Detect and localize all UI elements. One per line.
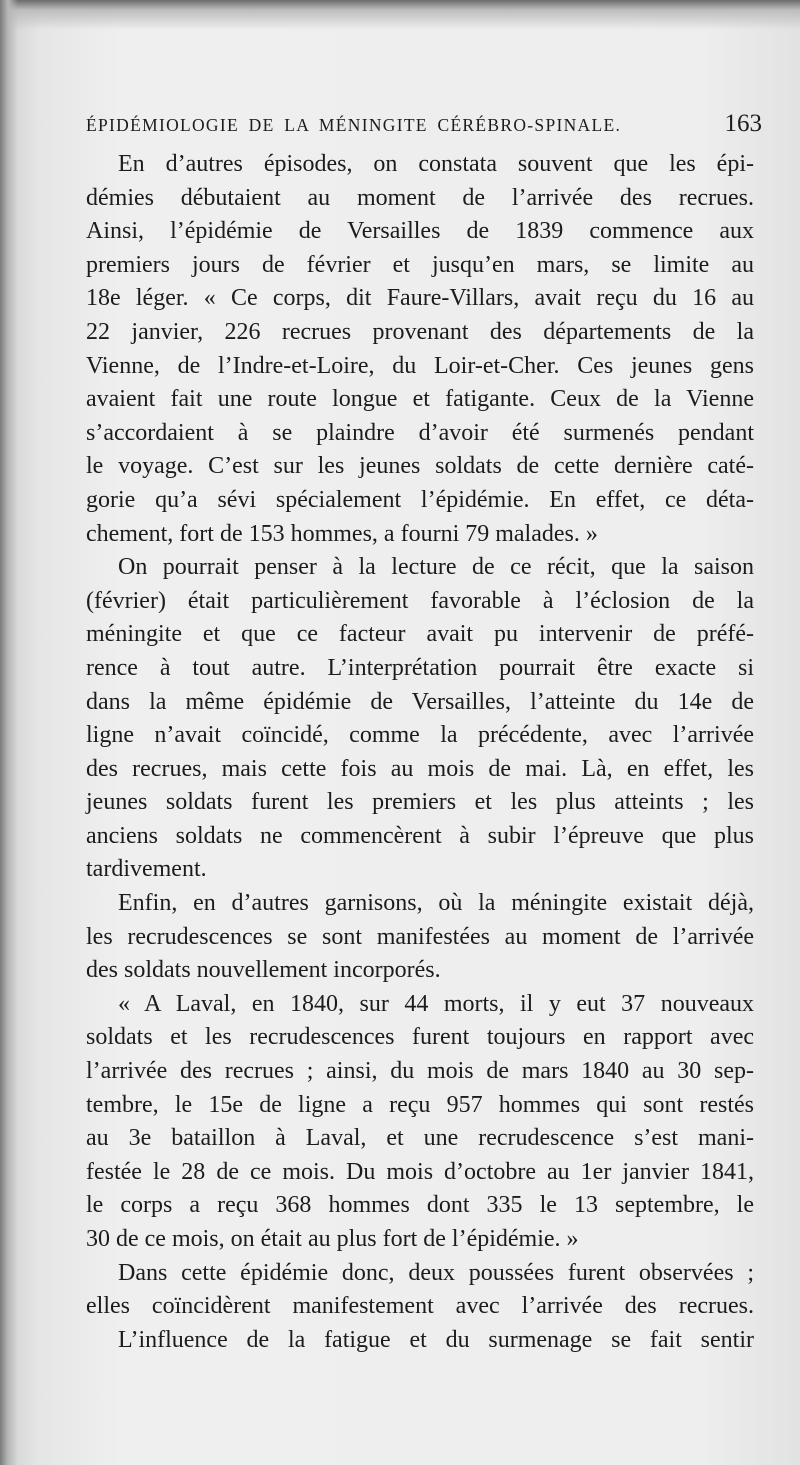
text-line: 18e léger. « Ce corps, dit Faure-Villars, avait reçu du 16 au bbox=[86, 285, 754, 312]
text-line: méningite et que ce facteur avait pu intervenir de préfé- bbox=[86, 621, 754, 648]
text-line: s’accordaient à se plaindre d’avoir été surmenés pendant bbox=[86, 419, 754, 446]
text-line: Enfin, en d’autres garnisons, où la méningite existait déjà, bbox=[118, 890, 754, 917]
text-line: anciens soldats ne commencèrent à subir l’épreuve que plus bbox=[86, 822, 754, 849]
text-line: rence à tout autre. L’interprétation pourrait être exacte si bbox=[86, 654, 754, 681]
text-line: festée le 28 de ce mois. Du mois d’octobre au 1er janvier 1841, bbox=[86, 1158, 754, 1185]
text-line: 22 janvier, 226 recrues provenant des départements de la bbox=[86, 318, 754, 345]
text-line: « A Laval, en 1840, sur 44 morts, il y eut 37 nouveaux bbox=[118, 990, 754, 1017]
text-line: Dans cette épidémie donc, deux poussées furent observées ; bbox=[118, 1259, 754, 1286]
text-line: gorie qu’a sévi spécialement l’épidémie. En effet, ce déta- bbox=[86, 486, 754, 513]
text-line: L’influence de la fatigue et du surmenage se fait sentir bbox=[118, 1326, 754, 1353]
scan-top-shadow bbox=[0, 0, 800, 30]
text-line: des recrues, mais cette fois au mois de mai. Là, en effet, les bbox=[86, 755, 754, 782]
text-line: jeunes soldats furent les premiers et les plus atteints ; les bbox=[86, 789, 754, 816]
text-line: tardivement. bbox=[86, 856, 207, 883]
text-line: ligne n’avait coïncidé, comme la précédente, avec l’arrivée bbox=[86, 722, 754, 749]
text-line: le corps a reçu 368 hommes dont 335 le 13 septembre, le bbox=[86, 1192, 754, 1219]
text-line: En d’autres épisodes, on constata souvent que les épi- bbox=[118, 151, 754, 177]
text-line: démies débutaient au moment de l’arrivée des recrues. bbox=[86, 184, 754, 211]
running-title: ÉPIDÉMIOLOGIE DE LA MÉNINGITE CÉRÉBRO-SPINALE. bbox=[86, 115, 622, 135]
text-line: dans la même épidémie de Versailles, l’atteinte du 14e de bbox=[86, 688, 754, 715]
text-line: Vienne, de l’Indre-et-Loire, du Loir-et-Cher. Ces jeunes gens bbox=[86, 352, 754, 379]
page-number: 163 bbox=[724, 110, 762, 137]
text-line: On pourrait penser à la lecture de ce récit, que la saison bbox=[118, 554, 754, 581]
text-line: des soldats nouvellement incorporés. bbox=[86, 957, 441, 984]
text-line: elles coïncidèrent manifestement avec l’arrivée des recrues. bbox=[86, 1293, 754, 1320]
text-line: au 3e bataillon à Laval, et une recrudescence s’est mani- bbox=[86, 1125, 754, 1152]
text-line: les recrudescences se sont manifestées au moment de l’arrivée bbox=[86, 923, 754, 950]
page-header bbox=[86, 110, 762, 138]
text-line: Ainsi, l’épidémie de Versailles de 1839 commence aux bbox=[86, 218, 754, 245]
text-line: chement, fort de 153 hommes, a fourni 79 malades. » bbox=[86, 520, 598, 547]
text-line: (février) était particulièrement favorable à l’éclosion de la bbox=[86, 587, 754, 614]
scan-left-shadow bbox=[0, 0, 18, 1465]
body-text bbox=[86, 148, 754, 1357]
text-line: l’arrivée des recrues ; ainsi, du mois de mars 1840 au 30 sep- bbox=[86, 1058, 754, 1085]
text-line: tembre, le 15e de ligne a reçu 957 hommes qui sont restés bbox=[86, 1091, 754, 1118]
text-line: le voyage. C’est sur les jeunes soldats de cette dernière caté- bbox=[86, 453, 754, 480]
text-line: 30 de ce mois, on était au plus fort de l’épidémie. » bbox=[86, 1226, 579, 1252]
text-line: soldats et les recrudescences furent toujours en rapport avec bbox=[86, 1024, 754, 1051]
text-line: premiers jours de février et jusqu’en mars, se limite au bbox=[86, 251, 754, 278]
text-line: avaient fait une route longue et fatigante. Ceux de la Vienne bbox=[86, 386, 754, 413]
